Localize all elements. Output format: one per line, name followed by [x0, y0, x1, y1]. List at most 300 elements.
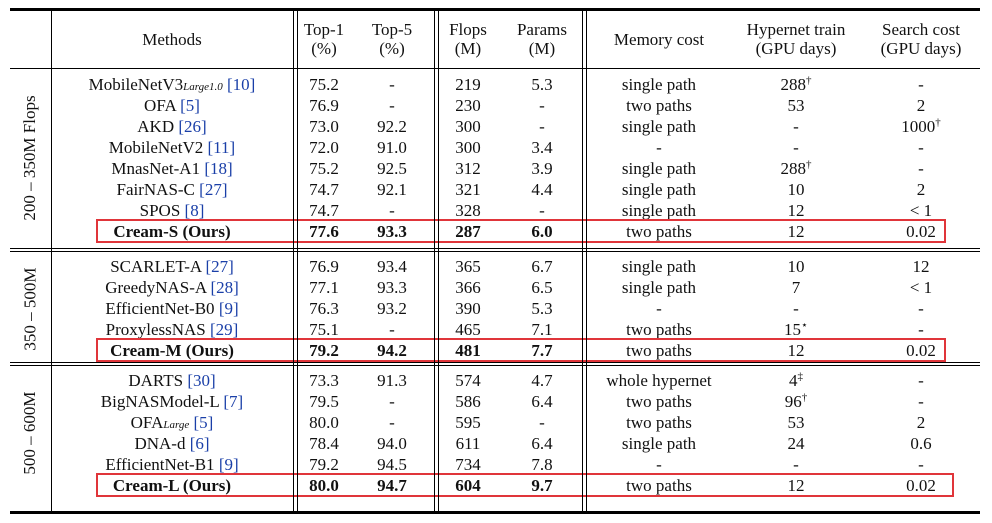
cell-memory	[590, 137, 728, 158]
cell-params-value: 6.5	[531, 278, 553, 297]
method-name	[52, 95, 292, 116]
cell-hypernet	[728, 137, 864, 158]
cell-hypernet	[728, 277, 864, 298]
cell-hypernet-value: 4	[789, 371, 798, 390]
header-methods-text: Methods	[142, 29, 202, 49]
cell-flops-value: 312	[455, 159, 481, 178]
header-rule	[10, 68, 980, 69]
cell-flops	[440, 116, 496, 137]
header-hypernet	[728, 14, 864, 64]
cell-top5	[364, 74, 420, 95]
cell-search-value: 2	[916, 180, 926, 199]
cell-search-value: -	[918, 320, 924, 339]
table-row	[10, 454, 980, 475]
cell-memory-value: whole hypernet	[606, 371, 712, 390]
cell-top1	[298, 200, 350, 221]
method-name	[52, 319, 292, 340]
footnote-mark: †	[806, 158, 812, 171]
cell-top5-value: 91.0	[377, 138, 407, 157]
table-row	[10, 277, 980, 298]
cell-flops	[440, 412, 496, 433]
header-top5-line2: (%)	[379, 39, 405, 58]
cell-params-value: 7.8	[531, 455, 553, 474]
cell-top5	[364, 179, 420, 200]
cell-search-value: 0.02	[906, 341, 936, 360]
cell-memory	[590, 256, 728, 277]
cell-top1	[298, 95, 350, 116]
cell-flops	[440, 179, 496, 200]
cell-hypernet	[728, 95, 864, 116]
header-params-line1: Params	[516, 20, 568, 39]
cell-params	[506, 256, 578, 277]
cell-search-value: -	[918, 159, 924, 178]
cell-memory-value: single path	[621, 201, 697, 220]
method-name-text: MobileNetV3	[88, 75, 184, 94]
cell-flops-value: 300	[455, 138, 481, 157]
cell-top5-value: -	[389, 413, 395, 432]
table-row	[10, 391, 980, 412]
table-row	[10, 412, 980, 433]
header-hypernet-line2: (GPU days)	[755, 39, 837, 58]
header-params	[506, 14, 578, 64]
cell-hypernet-value: 12	[787, 222, 805, 241]
cell-search	[866, 454, 976, 475]
cell-top5-value: 92.1	[377, 180, 407, 199]
cell-top5	[364, 319, 420, 340]
cell-hypernet	[728, 319, 864, 340]
cell-params	[506, 319, 578, 340]
header-top1-line2: (%)	[311, 39, 337, 58]
cell-memory	[590, 179, 728, 200]
method-name-text: OFA	[130, 413, 164, 432]
cell-params	[506, 158, 578, 179]
cell-flops-value: 366	[455, 278, 481, 297]
cell-memory	[590, 433, 728, 454]
cell-top1	[298, 391, 350, 412]
cell-top1-value: 76.9	[309, 257, 339, 276]
cell-flops-value: 230	[455, 96, 481, 115]
cell-flops-value: 734	[455, 455, 481, 474]
cell-search-value: 1000	[901, 117, 936, 136]
cell-top5	[364, 256, 420, 277]
cell-search	[866, 74, 976, 95]
method-name	[52, 412, 292, 433]
cell-flops	[440, 74, 496, 95]
method-subscript: Large1.0	[183, 81, 223, 93]
cell-params-value: 6.4	[531, 392, 553, 411]
method-name-text: Cream-L (Ours)	[112, 476, 232, 495]
method-name	[52, 179, 292, 200]
cell-top1	[298, 454, 350, 475]
method-name-text: ProxylessNAS	[105, 320, 206, 339]
cell-search-value: < 1	[909, 278, 933, 297]
cell-top5-value: 94.5	[377, 455, 407, 474]
cell-top1-value: 77.6	[309, 222, 339, 241]
cell-hypernet	[728, 74, 864, 95]
citation-link[interactable]: [29]	[210, 320, 239, 339]
cell-search	[866, 95, 976, 116]
citation-link[interactable]: [28]	[210, 278, 239, 297]
superscript	[801, 319, 808, 331]
cell-hypernet	[728, 158, 864, 179]
cell-flops-value: 465	[455, 320, 481, 339]
table-row	[10, 116, 980, 137]
method-name-text: BigNASModel-L	[100, 392, 220, 411]
cell-memory-value: single path	[621, 278, 697, 297]
cell-hypernet-value: -	[793, 299, 799, 318]
cell-flops	[440, 200, 496, 221]
cell-flops-value: 611	[455, 434, 481, 453]
cell-search	[866, 298, 976, 319]
cell-top5-value: -	[389, 75, 395, 94]
cell-top1	[298, 116, 350, 137]
header-top5	[364, 14, 420, 64]
header-flops	[440, 14, 496, 64]
cell-hypernet	[728, 200, 864, 221]
cell-memory-value: single path	[621, 75, 697, 94]
cell-memory	[590, 74, 728, 95]
method-name-text: MnasNet-A1	[111, 159, 201, 178]
cell-flops	[440, 433, 496, 454]
cell-memory	[590, 277, 728, 298]
method-name	[52, 370, 292, 391]
column-divider	[438, 11, 439, 511]
cell-memory	[590, 319, 728, 340]
cell-top1-value: 79.2	[309, 341, 339, 360]
cell-top5-value: 94.0	[377, 434, 407, 453]
method-name-text: AKD	[137, 117, 175, 136]
cell-top5	[364, 95, 420, 116]
cell-params	[506, 95, 578, 116]
cell-hypernet-value: 24	[787, 434, 805, 453]
cell-flops	[440, 454, 496, 475]
header-flops-line1: Flops	[449, 20, 487, 39]
cell-top1-value: 80.0	[309, 476, 339, 495]
method-name	[52, 298, 292, 319]
cell-top5-value: 93.3	[377, 278, 407, 297]
cell-top1	[298, 158, 350, 179]
cell-hypernet-value: 12	[787, 476, 805, 495]
footnote-mark: †	[806, 74, 812, 87]
method-name-text: DARTS	[128, 371, 184, 390]
cell-top1-value: 79.2	[309, 455, 339, 474]
cell-memory-value: single path	[621, 117, 697, 136]
cell-memory-value: two paths	[626, 341, 692, 360]
cell-params-value: 4.7	[531, 371, 553, 390]
cell-params	[506, 433, 578, 454]
citation-link[interactable]: [27]	[205, 257, 234, 276]
cell-params-value: 3.4	[531, 138, 553, 157]
cell-memory	[590, 370, 728, 391]
cell-top5-value: 93.3	[377, 222, 407, 241]
cell-hypernet	[728, 412, 864, 433]
method-name-text: Cream-M (Ours)	[110, 341, 234, 360]
cell-search-value: -	[918, 455, 924, 474]
cell-params-value: 4.4	[531, 180, 553, 199]
cell-params-value: 6.0	[531, 222, 553, 241]
cell-params-value: 5.3	[531, 75, 553, 94]
footnote-mark: ‡	[797, 370, 803, 383]
method-name	[52, 74, 292, 95]
citation-link[interactable]: [10]	[226, 75, 256, 94]
superscript	[798, 370, 804, 382]
cell-memory-value: -	[656, 455, 662, 474]
cell-memory-value: single path	[621, 257, 697, 276]
cell-hypernet	[728, 116, 864, 137]
cell-flops-value: 328	[455, 201, 481, 220]
cell-hypernet	[728, 433, 864, 454]
highlight-box	[96, 219, 946, 243]
cell-top5-value: 92.5	[377, 159, 407, 178]
group-rule	[10, 365, 980, 366]
cell-search	[866, 391, 976, 412]
cell-params-value: 3.9	[531, 159, 553, 178]
cell-params-value: 6.4	[531, 434, 553, 453]
cell-params-value: -	[539, 413, 545, 432]
cell-top5	[364, 137, 420, 158]
cell-memory-value: two paths	[626, 320, 692, 339]
cell-search-value: -	[918, 75, 924, 94]
cell-search	[866, 370, 976, 391]
cell-params	[506, 116, 578, 137]
citation-link[interactable]: [5]	[180, 96, 200, 115]
citation-link[interactable]: [9]	[218, 455, 239, 474]
method-name-text: OFA	[144, 96, 176, 115]
cell-top5	[364, 433, 420, 454]
method-name-text: SCARLET-A	[110, 257, 202, 276]
header-memory-text: Memory cost	[613, 29, 705, 49]
cell-top1-value: 74.7	[309, 201, 339, 220]
cell-flops-value: 300	[455, 117, 481, 136]
cell-params	[506, 370, 578, 391]
cell-params-value: 5.3	[531, 299, 553, 318]
cell-search-value: 0.6	[910, 434, 932, 453]
cell-memory-value: two paths	[626, 413, 692, 432]
cell-search	[866, 319, 976, 340]
cell-hypernet-value: 15	[784, 320, 802, 339]
method-name-text: Cream-S (Ours)	[113, 222, 231, 241]
cell-hypernet-value: 288	[780, 159, 806, 178]
cell-memory-value: two paths	[626, 392, 692, 411]
cell-hypernet-value: -	[793, 138, 799, 157]
header-top1-line1: Top-1	[303, 20, 345, 39]
top-rule	[10, 8, 980, 11]
cell-memory-value: two paths	[626, 222, 692, 241]
cell-top1-value: 78.4	[309, 434, 339, 453]
citation-link[interactable]: [11]	[207, 138, 236, 157]
cell-flops-value: 219	[455, 75, 481, 94]
cell-flops-value: 365	[455, 257, 481, 276]
cell-top5	[364, 298, 420, 319]
cell-memory-value: single path	[621, 159, 697, 178]
cell-hypernet	[728, 391, 864, 412]
cell-hypernet	[728, 298, 864, 319]
cell-top1-value: 76.9	[309, 96, 339, 115]
cell-flops	[440, 391, 496, 412]
method-subscript: Large	[163, 419, 190, 431]
cell-hypernet-value: 10	[787, 257, 805, 276]
header-search	[866, 14, 976, 64]
cell-flops-value: 481	[455, 341, 481, 360]
cell-params-value: 7.7	[531, 341, 553, 360]
header-hypernet-line1: Hypernet train	[746, 20, 846, 39]
cell-params	[506, 412, 578, 433]
group-rule	[10, 362, 980, 363]
citation-link[interactable]: [27]	[199, 180, 228, 199]
cell-search	[866, 179, 976, 200]
cell-top1-value: 75.2	[309, 159, 339, 178]
cell-search-value: 0.02	[906, 476, 936, 495]
cell-memory	[590, 95, 728, 116]
cell-top1-value: 79.5	[309, 392, 339, 411]
method-name-text: FairNAS-C	[116, 180, 195, 199]
table-row	[10, 158, 980, 179]
cell-params	[506, 200, 578, 221]
cell-memory	[590, 454, 728, 475]
cell-flops	[440, 158, 496, 179]
header-top1	[298, 14, 350, 64]
highlight-box	[96, 338, 946, 362]
cell-top5	[364, 412, 420, 433]
cell-params	[506, 179, 578, 200]
cell-search-value: < 1	[909, 201, 933, 220]
header-search-line1: Search cost	[882, 20, 960, 39]
cell-top5-value: -	[389, 320, 395, 339]
table-row	[10, 74, 980, 95]
cell-flops	[440, 298, 496, 319]
cell-top5-value: 91.3	[377, 371, 407, 390]
column-divider	[434, 11, 435, 511]
cell-memory-value: single path	[621, 434, 697, 453]
cell-top1	[298, 74, 350, 95]
method-name	[52, 200, 292, 221]
cell-search-value: 2	[916, 413, 926, 432]
cell-top5-value: 92.2	[377, 117, 407, 136]
superscript	[935, 116, 941, 128]
cell-flops-value: 287	[455, 222, 481, 241]
cell-params-value: 9.7	[531, 476, 553, 495]
cell-flops-value: 574	[455, 371, 481, 390]
footnote-mark: †	[935, 116, 941, 129]
cell-top5-value: -	[389, 96, 395, 115]
cell-top5	[364, 454, 420, 475]
superscript	[806, 74, 812, 86]
cell-memory-value: two paths	[626, 476, 692, 495]
superscript	[806, 158, 812, 170]
cell-memory	[590, 200, 728, 221]
cell-top1-value: 76.3	[309, 299, 339, 318]
bottom-rule	[10, 511, 980, 514]
method-name	[52, 137, 292, 158]
table-row	[10, 179, 980, 200]
cell-top5-value: 93.2	[377, 299, 407, 318]
cell-hypernet-value: -	[793, 455, 799, 474]
cell-top1-value: 74.7	[309, 180, 339, 199]
citation-link[interactable]: [6]	[189, 434, 210, 453]
cell-params	[506, 391, 578, 412]
cell-top1-value: 80.0	[309, 413, 339, 432]
cell-memory	[590, 116, 728, 137]
cell-top5	[364, 370, 420, 391]
column-divider	[582, 11, 583, 511]
footnote-mark: †	[801, 391, 808, 404]
cell-flops	[440, 277, 496, 298]
cell-top1	[298, 298, 350, 319]
cell-top1-value: 75.2	[309, 75, 339, 94]
header-flops-line2: (M)	[454, 39, 482, 58]
cell-top1	[298, 433, 350, 454]
column-divider	[297, 11, 298, 511]
group-rule	[10, 248, 980, 249]
cell-hypernet-value: 7	[791, 278, 801, 297]
cell-top1	[298, 319, 350, 340]
cell-hypernet-value: 12	[787, 201, 805, 220]
cell-hypernet	[728, 256, 864, 277]
header-memory	[590, 14, 728, 64]
table-row	[10, 137, 980, 158]
cell-top5-value: 93.4	[377, 257, 407, 276]
group-rule	[10, 251, 980, 252]
cell-params-value: 7.1	[531, 320, 553, 339]
citation-link[interactable]: [7]	[223, 392, 244, 411]
cell-top5-value: -	[389, 392, 395, 411]
cell-top1	[298, 256, 350, 277]
citation-link[interactable]: [26]	[178, 117, 207, 136]
column-divider	[51, 11, 52, 511]
cell-flops	[440, 95, 496, 116]
cell-top5	[364, 116, 420, 137]
column-divider	[586, 11, 587, 511]
citation-link[interactable]: [5]	[193, 413, 214, 432]
citation-link[interactable]: [30]	[187, 371, 216, 390]
cell-search-value: -	[918, 299, 924, 318]
superscript	[802, 391, 808, 403]
cell-search-value: -	[918, 371, 924, 390]
cell-top1-value: 73.3	[309, 371, 339, 390]
method-name-text: EfficientNet-B0	[105, 299, 215, 318]
header-top5-line1: Top-5	[371, 20, 413, 39]
cell-flops	[440, 370, 496, 391]
method-name	[52, 433, 292, 454]
cell-flops-value: 390	[455, 299, 481, 318]
citation-link[interactable]: [8]	[184, 201, 205, 220]
method-name	[52, 158, 292, 179]
cell-top1	[298, 277, 350, 298]
cell-search	[866, 277, 976, 298]
cell-params	[506, 298, 578, 319]
cell-params	[506, 137, 578, 158]
cell-params	[506, 454, 578, 475]
cell-top5-value: 94.2	[377, 341, 407, 360]
cell-top5	[364, 277, 420, 298]
cell-hypernet	[728, 179, 864, 200]
cell-memory	[590, 298, 728, 319]
citation-link[interactable]: [18]	[204, 159, 233, 178]
cell-memory	[590, 391, 728, 412]
cell-flops	[440, 137, 496, 158]
method-name-text: EfficientNet-B1	[105, 455, 215, 474]
cell-flops-value: 321	[455, 180, 481, 199]
method-name-text: MobileNetV2	[108, 138, 204, 157]
cell-params-value: -	[539, 201, 545, 220]
cell-search-value: -	[918, 392, 924, 411]
method-name-text: DNA-d	[134, 434, 186, 453]
cell-memory	[590, 158, 728, 179]
cell-params	[506, 74, 578, 95]
citation-link[interactable]: [9]	[218, 299, 239, 318]
cell-params-value: -	[539, 117, 545, 136]
cell-top5	[364, 391, 420, 412]
